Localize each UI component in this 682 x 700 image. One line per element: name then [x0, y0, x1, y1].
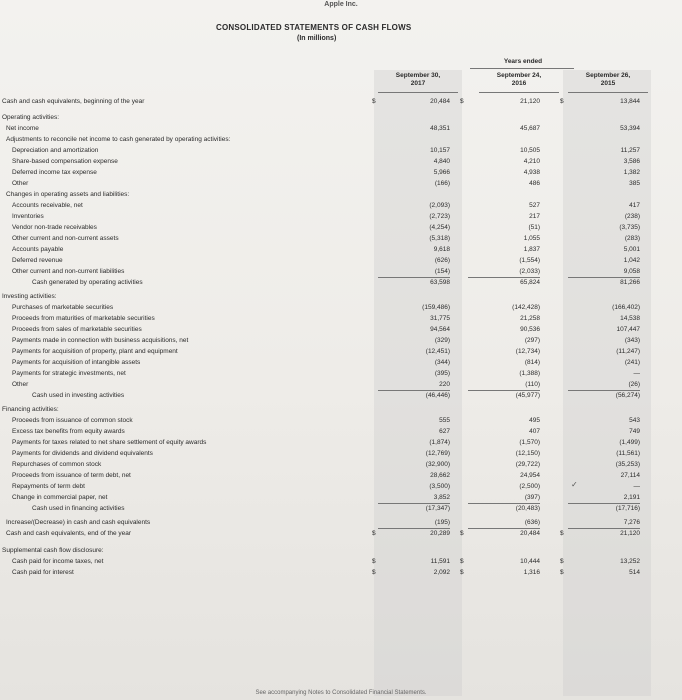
statement-row [0, 503, 682, 514]
statement-row [0, 244, 682, 255]
row-value: (636) [524, 519, 540, 526]
row-label: Repurchases of common stock [12, 461, 102, 468]
statement-row [0, 470, 682, 481]
row-label: Payments for strategic investments, net [12, 370, 126, 377]
row-label: Repayments of term debt [12, 483, 85, 490]
subtotal-rule [468, 528, 540, 529]
row-value: 627 [439, 428, 450, 435]
row-value: 5,001 [623, 246, 640, 253]
statement-row [0, 459, 682, 470]
currency-symbol: $ [460, 569, 464, 576]
row-value: 514 [629, 569, 640, 576]
statement-row [0, 291, 682, 302]
company-name: Apple Inc. [324, 1, 358, 8]
row-value: (1,388) [519, 370, 540, 377]
row-value: 21,120 [520, 98, 540, 105]
subtotal-rule [468, 277, 540, 278]
column-header-2016 [479, 72, 559, 92]
row-value: (626) [434, 257, 450, 264]
row-value: 543 [629, 417, 640, 424]
subtotal-rule [468, 390, 540, 391]
statement-row [0, 145, 682, 156]
row-value: — [633, 370, 640, 377]
row-label: Changes in operating assets and liabilities: [6, 191, 130, 198]
row-label: Adjustments to reconcile net income to cash generated by operating activities: [6, 136, 231, 143]
row-value: (12,451) [425, 348, 450, 355]
statement-title: CONSOLIDATED STATEMENTS OF CASH FLOWS [216, 23, 412, 32]
row-label: Net income [6, 125, 39, 132]
row-value: 749 [629, 428, 640, 435]
row-label: Payments for taxes related to net share settlement of equity awards [12, 439, 207, 446]
row-value: (51) [528, 224, 540, 231]
row-label: Share-based compensation expense [12, 158, 118, 165]
statement-row [0, 167, 682, 178]
row-value: (4,254) [429, 224, 450, 231]
statement-row [0, 324, 682, 335]
row-label: Cash used in financing activities [32, 505, 125, 512]
statement-row [0, 545, 682, 556]
row-label: Proceeds from issuance of term debt, net [12, 472, 131, 479]
column-header-2015-rule [568, 92, 648, 93]
row-label: Cash paid for income taxes, net [12, 558, 104, 565]
row-value: (12,734) [515, 348, 540, 355]
subtotal-rule [378, 528, 450, 529]
row-label: Deferred revenue [12, 257, 63, 264]
row-value: 3,586 [623, 158, 640, 165]
row-value: 21,258 [520, 315, 540, 322]
statement-row [0, 481, 682, 492]
row-value: (344) [434, 359, 450, 366]
statement-row [0, 222, 682, 233]
row-label: Purchases of marketable securities [12, 304, 114, 311]
row-label: Other [12, 381, 29, 388]
row-value: (142,428) [512, 304, 540, 311]
currency-symbol: $ [560, 98, 564, 105]
row-value: (32,900) [425, 461, 450, 468]
row-value: 10,157 [430, 147, 450, 154]
row-value: 27,114 [620, 472, 640, 479]
row-value: (2,500) [519, 483, 540, 490]
row-value: 13,252 [620, 558, 640, 565]
row-value: 90,536 [520, 326, 540, 333]
statement-row [0, 517, 682, 528]
statement-row [0, 123, 682, 134]
row-value: 1,316 [523, 569, 540, 576]
row-value: (29,722) [515, 461, 540, 468]
statement-row [0, 178, 682, 189]
row-value: 3,852 [433, 494, 450, 501]
row-label: Payments for dividends and dividend equivalents [12, 450, 153, 457]
row-value: (17,716) [615, 505, 640, 512]
row-value: (1,570) [519, 439, 540, 446]
row-label: Financing activities: [2, 406, 59, 413]
row-label: Cash and cash equivalents, beginning of the year [2, 98, 145, 105]
statement-row [0, 156, 682, 167]
row-value: 385 [629, 180, 640, 187]
row-value: 495 [529, 417, 540, 424]
row-label: Payments for acquisition of property, plant and equipment [12, 348, 178, 355]
row-value: (1,554) [519, 257, 540, 264]
row-value: — [633, 483, 640, 490]
subtotal-rule [568, 528, 640, 529]
row-value: (814) [524, 359, 540, 366]
column-header-2016-date: September 24, [496, 72, 542, 79]
row-label: Proceeds from sales of marketable securities [12, 326, 142, 333]
years-ended-rule [470, 68, 574, 69]
row-value: (56,274) [615, 392, 640, 399]
pen-tick-mark: ✓ [571, 480, 578, 489]
currency-symbol: $ [460, 530, 464, 537]
row-value: 31,775 [430, 315, 450, 322]
row-label: Other [12, 180, 29, 187]
row-label: Proceeds from maturities of marketable securities [12, 315, 155, 322]
row-value: 11,591 [430, 558, 450, 565]
row-value: (2,033) [519, 268, 540, 275]
column-header-2017 [378, 72, 458, 92]
row-value: 417 [629, 202, 640, 209]
currency-symbol: $ [560, 558, 564, 565]
row-value: (20,483) [515, 505, 540, 512]
row-value: (17,347) [425, 505, 450, 512]
statement-row [0, 404, 682, 415]
row-value: (110) [525, 381, 540, 388]
row-value: 7,276 [623, 519, 640, 526]
row-label: Vendor non-trade receivables [12, 224, 97, 231]
row-label: Cash and cash equivalents, end of the year [6, 530, 132, 537]
row-value: 14,538 [620, 315, 640, 322]
currency-symbol: $ [372, 98, 376, 105]
column-header-2017-date: September 30, [395, 72, 441, 79]
row-label: Depreciation and amortization [12, 147, 99, 154]
row-value: 63,598 [430, 279, 450, 286]
row-label: Operating activities: [2, 114, 60, 121]
row-value: (1,874) [429, 439, 450, 446]
row-value: 65,824 [520, 279, 540, 286]
subtotal-rule [568, 277, 640, 278]
statement-row [0, 448, 682, 459]
row-value: (329) [434, 337, 450, 344]
row-value: (12,150) [515, 450, 540, 457]
row-label: Cash used in investing activities [32, 392, 125, 399]
row-label: Other current and non-current assets [12, 235, 119, 242]
row-value: 4,938 [523, 169, 540, 176]
row-label: Accounts payable [12, 246, 64, 253]
statement-row [0, 567, 682, 578]
row-value: 13,844 [620, 98, 640, 105]
row-value: 21,120 [620, 530, 640, 537]
row-label: Cash generated by operating activities [32, 279, 143, 286]
row-value: (11,247) [616, 348, 640, 355]
row-value: (3,500) [429, 483, 450, 490]
row-label: Other current and non-current liabilities [12, 268, 125, 275]
row-label: Change in commercial paper, net [12, 494, 108, 501]
statement-row [0, 528, 682, 539]
row-value: (11,561) [616, 450, 640, 457]
row-label: Payments made in connection with business acquisitions, net [12, 337, 189, 344]
row-value: (166) [434, 180, 450, 187]
row-value: 1,055 [523, 235, 540, 242]
row-value: (297) [524, 337, 540, 344]
row-value: 45,687 [520, 125, 540, 132]
row-value: (2,723) [429, 213, 450, 220]
currency-symbol: $ [372, 569, 376, 576]
column-header-2015-year: 2015 [600, 80, 616, 87]
row-value: (159,486) [422, 304, 450, 311]
years-ended-header: Years ended [503, 58, 543, 65]
row-value: (1,499) [619, 439, 640, 446]
row-value: 407 [529, 428, 540, 435]
row-value: (241) [624, 359, 640, 366]
row-value: (343) [624, 337, 640, 344]
row-value: 5,966 [433, 169, 450, 176]
row-value: (238) [624, 213, 640, 220]
row-value: (154) [434, 268, 450, 275]
statement-row [0, 266, 682, 277]
statement-row [0, 492, 682, 503]
row-label: Payments for acquisition of intangible assets [12, 359, 141, 366]
statement-row [0, 437, 682, 448]
row-value: 1,837 [523, 246, 540, 253]
statement-row [0, 415, 682, 426]
row-value: 4,840 [433, 158, 450, 165]
row-value: 527 [529, 202, 540, 209]
row-value: (3,735) [619, 224, 640, 231]
statement-row [0, 302, 682, 313]
row-value: (5,318) [429, 235, 450, 242]
statement-row [0, 368, 682, 379]
row-label: Proceeds from issuance of common stock [12, 417, 133, 424]
row-value: (12,769) [425, 450, 450, 457]
row-label: Deferred income tax expense [12, 169, 97, 176]
statement-row [0, 255, 682, 266]
row-label: Cash paid for interest [12, 569, 74, 576]
row-label: Investing activities: [2, 293, 57, 300]
row-value: 10,444 [520, 558, 540, 565]
row-label: Increase/(Decrease) in cash and cash equivalents [6, 519, 151, 526]
row-value: (395) [434, 370, 450, 377]
currency-symbol: $ [372, 530, 376, 537]
row-value: (45,977) [515, 392, 540, 399]
row-value: 217 [529, 213, 540, 220]
row-value: 28,662 [430, 472, 450, 479]
row-label: Inventories [12, 213, 44, 220]
row-value: 9,058 [623, 268, 640, 275]
row-value: 220 [439, 381, 450, 388]
row-value: 20,484 [430, 98, 450, 105]
statement-subtitle: (In millions) [297, 35, 337, 42]
row-value: (195) [434, 519, 450, 526]
row-value: 555 [439, 417, 450, 424]
currency-symbol: $ [460, 98, 464, 105]
row-value: 48,351 [430, 125, 450, 132]
row-value: (397) [524, 494, 540, 501]
row-value: (166,402) [612, 304, 640, 311]
row-value: (46,446) [425, 392, 450, 399]
row-value: 2,092 [433, 569, 450, 576]
currency-symbol: $ [460, 558, 464, 565]
statement-row [0, 112, 682, 123]
statement-row [0, 556, 682, 567]
subtotal-rule [568, 503, 640, 504]
subtotal-rule [468, 503, 540, 504]
statement-row [0, 390, 682, 401]
statement-row [0, 134, 682, 145]
subtotal-rule [378, 390, 450, 391]
row-value: (35,253) [615, 461, 640, 468]
row-label: Accounts receivable, net [12, 202, 83, 209]
statement-row [0, 335, 682, 346]
row-value: (283) [624, 235, 640, 242]
column-header-2016-year: 2016 [511, 80, 527, 87]
statement-row [0, 277, 682, 288]
row-value: 11,257 [620, 147, 640, 154]
column-header-2017-rule [378, 92, 458, 93]
column-header-2016-rule [479, 92, 559, 93]
statement-row [0, 200, 682, 211]
currency-symbol: $ [560, 530, 564, 537]
subtotal-rule [378, 503, 450, 504]
statement-footer-note: See accompanying Notes to Consolidated Financial Statements. [255, 690, 427, 696]
subtotal-rule [568, 390, 640, 391]
row-label: Excess tax benefits from equity awards [12, 428, 125, 435]
statement-row [0, 211, 682, 222]
currency-symbol: $ [560, 569, 564, 576]
row-value: 20,289 [430, 530, 450, 537]
row-label: Supplemental cash flow disclosure: [2, 547, 104, 554]
statement-row [0, 357, 682, 368]
row-value: 2,191 [623, 494, 640, 501]
row-value: 1,042 [623, 257, 640, 264]
statement-row [0, 346, 682, 357]
row-value: 10,505 [520, 147, 540, 154]
row-value: 81,266 [620, 279, 640, 286]
currency-symbol: $ [372, 558, 376, 565]
row-value: 107,447 [616, 326, 640, 333]
statement-row [0, 189, 682, 200]
column-header-2015 [568, 72, 648, 92]
subtotal-rule [378, 277, 450, 278]
row-value: 94,564 [430, 326, 450, 333]
statement-row [0, 379, 682, 390]
column-header-2015-date: September 26, [585, 72, 631, 79]
row-value: 486 [529, 180, 540, 187]
row-value: 24,954 [520, 472, 540, 479]
row-value: 1,382 [623, 169, 640, 176]
row-value: 20,484 [520, 530, 540, 537]
row-value: 53,394 [620, 125, 640, 132]
column-header-2017-year: 2017 [410, 80, 426, 87]
row-value: (26) [628, 381, 640, 388]
statement-row [0, 313, 682, 324]
row-value: 9,618 [433, 246, 450, 253]
statement-row [0, 96, 682, 107]
row-value: 4,210 [523, 158, 540, 165]
statement-row [0, 233, 682, 244]
row-value: (2,093) [429, 202, 450, 209]
statement-row [0, 426, 682, 437]
